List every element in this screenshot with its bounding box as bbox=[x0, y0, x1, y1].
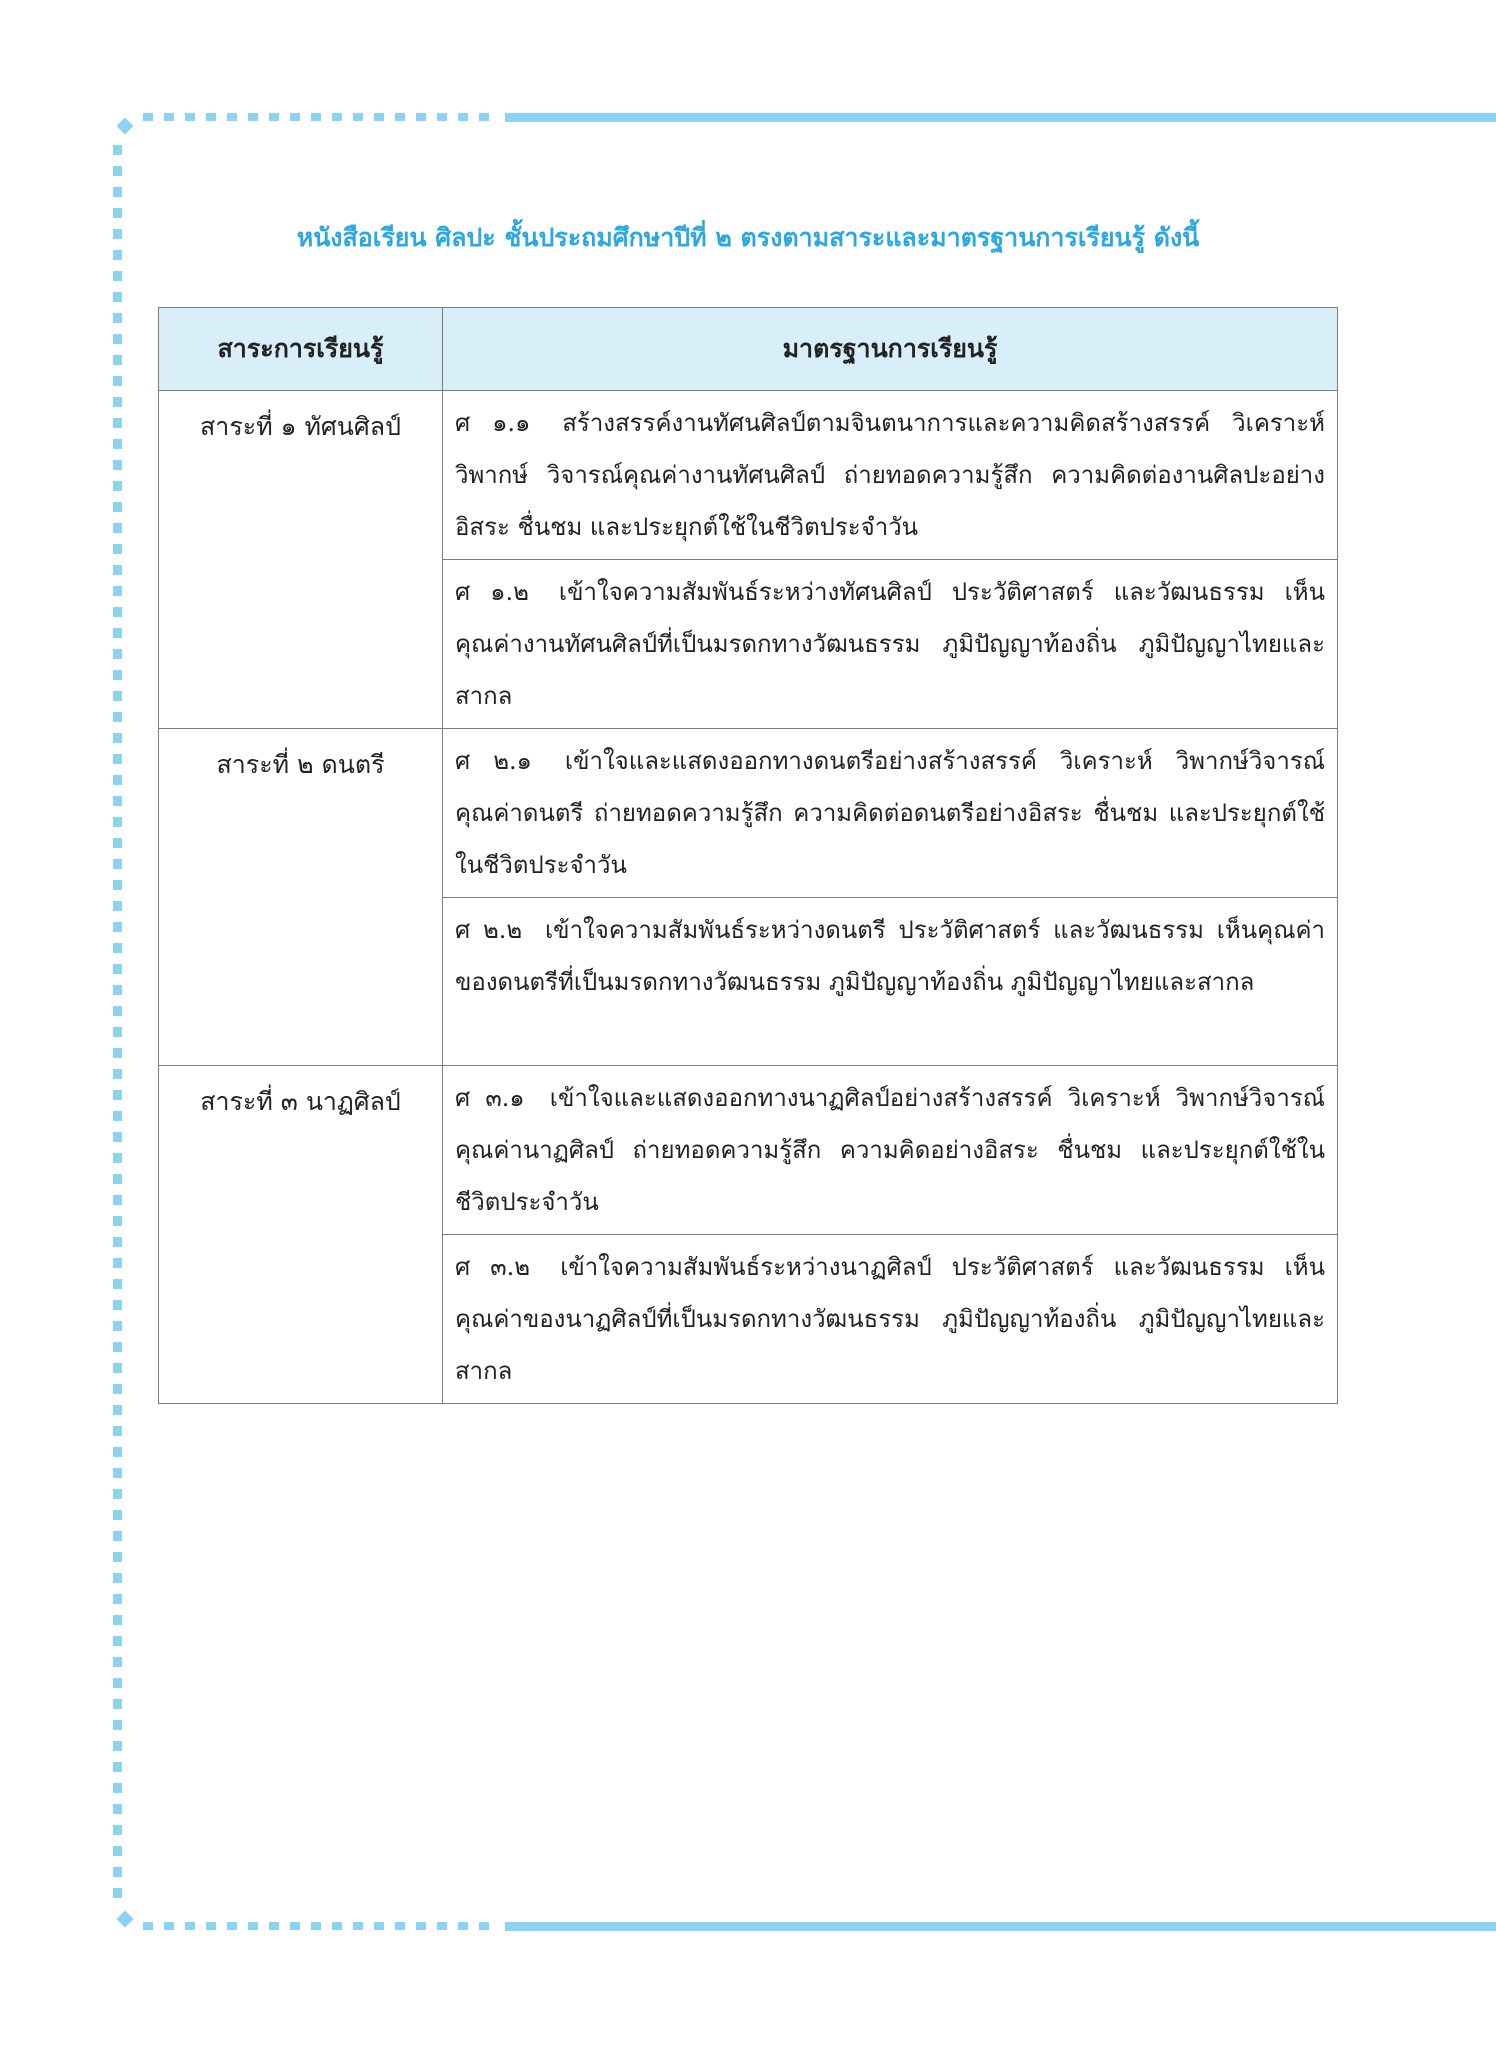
frame-bottom-solid-border bbox=[505, 1922, 1496, 1931]
standard-column-header: มาตรฐานการเรียนรู้ bbox=[443, 308, 1338, 391]
standard-cell bbox=[443, 1235, 1338, 1404]
page-title: หนังสือเรียน ศิลปะ ชั้นประถมศึกษาปีที่ ๒ ตรงตามสาระและมาตรฐานการเรียนรู้ ดังนี้ bbox=[296, 223, 1200, 252]
standard-cell bbox=[443, 560, 1338, 729]
standard-cell bbox=[443, 1066, 1338, 1235]
standard-text: สร้างสรรค์งานทัศนศิลป์ตามจินตนาการและความคิดสร้างสรรค์ วิเคราะห์ วิพากษ์ วิจารณ์คุณค่างานทัศนศิลป์ ถ่ายทอดความรู้สึก ความคิดต่องานศิลปะอย่างอิสระ ชื่นชม และประยุกต์ใช้ในชีวิตประจำวัน bbox=[455, 409, 1325, 541]
strand-cell: สาระที่ ๓ นาฏศิลป์ bbox=[159, 1066, 443, 1404]
table-row bbox=[159, 1066, 1338, 1235]
frame-top-solid-border bbox=[505, 113, 1496, 122]
standard-code: ศ ๑.๑ bbox=[455, 409, 531, 437]
standard-text: เข้าใจความสัมพันธ์ระหว่างดนตรี ประวัติศาสตร์ และวัฒนธรรม เห็นคุณค่าของดนตรีที่เป็นมรดกทางวัฒนธรรม ภูมิปัญญาท้องถิ่น ภูมิปัญญาไทยและสากล bbox=[455, 916, 1325, 996]
table-row bbox=[159, 729, 1338, 898]
standard-code: ศ ๓.๑ bbox=[455, 1084, 525, 1112]
standard-cell bbox=[443, 729, 1338, 898]
frame-corner-bottom-left bbox=[117, 1911, 134, 1928]
standards-table bbox=[158, 307, 1338, 1404]
standard-code: ศ ๑.๒ bbox=[455, 578, 529, 606]
strand-cell: สาระที่ ๑ ทัศนศิลป์ bbox=[159, 391, 443, 729]
standard-cell bbox=[443, 391, 1338, 560]
table-header-row bbox=[159, 308, 1338, 391]
frame-top-dotted-border bbox=[143, 113, 498, 121]
frame-left-dotted-border bbox=[113, 145, 122, 1900]
standard-text: เข้าใจและแสดงออกทางดนตรีอย่างสร้างสรรค์ วิเคราะห์ วิพากษ์วิจารณ์คุณค่าดนตรี ถ่ายทอดความรู้สึก ความคิดต่อดนตรีอย่างอิสระ ชื่นชม และประยุกต์ใช้ในชีวิตประจำวัน bbox=[455, 747, 1325, 879]
strand-cell: สาระที่ ๒ ดนตรี bbox=[159, 729, 443, 1066]
standard-text: เข้าใจและแสดงออกทางนาฏศิลป์อย่างสร้างสรรค์ วิเคราะห์ วิพากษ์วิจารณ์คุณค่านาฏศิลป์ ถ่ายทอดความรู้สึก ความคิดอย่างอิสระ ชื่นชม และประยุกต์ใช้ในชีวิตประจำวัน bbox=[455, 1084, 1325, 1216]
table-row bbox=[159, 391, 1338, 560]
strand-column-header: สาระการเรียนรู้ bbox=[159, 308, 443, 391]
frame-bottom-dotted-border bbox=[143, 1922, 498, 1930]
standard-cell bbox=[443, 898, 1338, 1066]
standard-text: เข้าใจความสัมพันธ์ระหว่างทัศนศิลป์ ประวัติศาสตร์ และวัฒนธรรม เห็นคุณค่างานทัศนศิลป์ที่เป็นมรดกทางวัฒนธรรม ภูมิปัญญาท้องถิ่น ภูมิปัญญาไทยและสากล bbox=[455, 578, 1325, 710]
frame-corner-top-left bbox=[117, 118, 134, 135]
standard-text: เข้าใจความสัมพันธ์ระหว่างนาฏศิลป์ ประวัติศาสตร์ และวัฒนธรรม เห็นคุณค่าของนาฏศิลป์ที่เป็นมรดกทางวัฒนธรรม ภูมิปัญญาท้องถิ่น ภูมิปัญญาไทยและสากล bbox=[455, 1253, 1326, 1385]
standard-code: ศ ๒.๒ bbox=[455, 916, 523, 944]
standard-code: ศ ๓.๒ bbox=[455, 1253, 531, 1281]
standard-code: ศ ๒.๑ bbox=[455, 747, 532, 775]
